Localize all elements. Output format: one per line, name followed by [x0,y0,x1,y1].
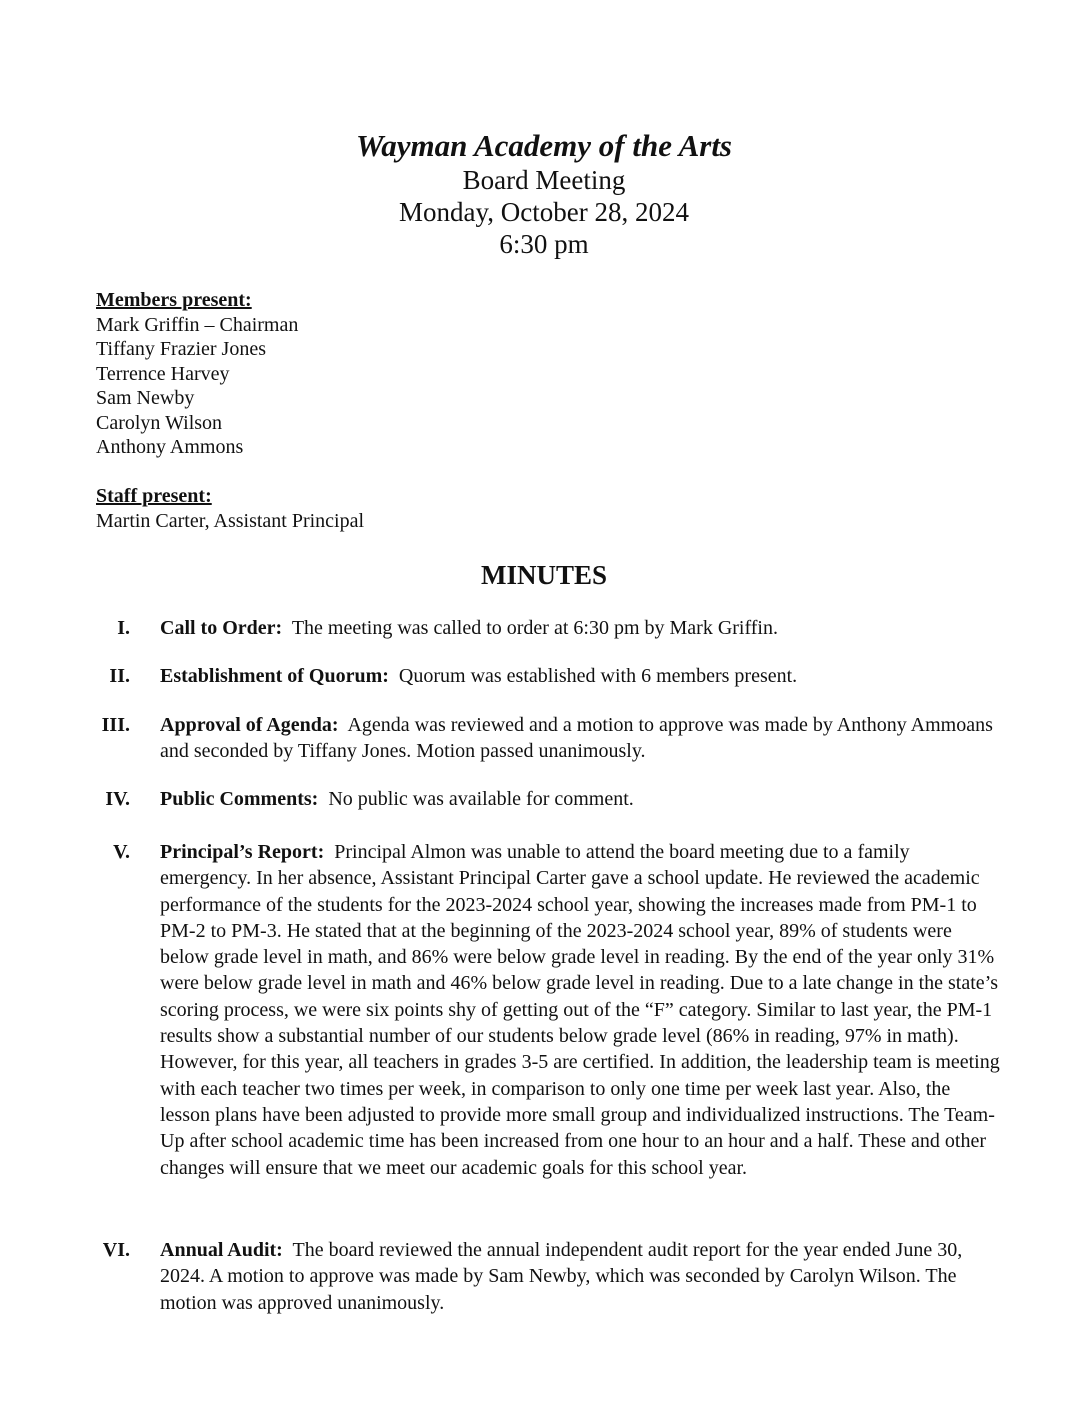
item-body [160,839,1000,1181]
item-numeral: IV. [105,788,130,810]
document-header [0,128,1088,260]
item-label: Establishment of Quorum: [160,665,389,687]
meeting-date: Monday, October 28, 2024 [399,197,689,227]
item-numeral: III. [101,714,130,736]
item-text: No public was available for comment. [328,788,634,810]
item-body [160,663,1000,689]
item-label: Call to Order: [160,617,283,639]
school-name: Wayman Academy of the Arts [356,128,732,163]
staff-present-section [96,484,364,533]
item-body [160,786,1000,812]
item-text: Agenda was reviewed and a motion to approve was made by Anthony Ammoans and seconded by Tiffany Jones. Motion passed unanimously. [160,714,993,763]
member-name: Tiffany Frazier Jones [96,338,266,360]
item-label: Approval of Agenda: [160,714,339,736]
item-label: Annual Audit: [160,1239,283,1261]
meeting-type: Board Meeting [462,165,626,195]
member-name: Carolyn Wilson [96,411,223,434]
meeting-time: 6:30 pm [499,229,589,259]
item-text: Quorum was established with 6 members present. [398,665,798,687]
members-present-heading: Members present: [96,289,252,311]
staff-present-heading: Staff present: [96,485,212,507]
item-label: Principal’s Report: [160,841,325,863]
item-numeral: II. [109,665,130,687]
item-body [160,615,1000,641]
minutes-title: MINUTES [480,560,608,590]
member-name: Mark Griffin – Chairman [96,313,299,336]
item-body [160,1237,1000,1316]
item-numeral: V. [113,841,130,863]
item-numeral: I. [117,617,130,639]
item-label: Public Comments: [160,788,319,810]
item-numeral: VI. [102,1239,130,1261]
member-name: Anthony Ammons [96,436,244,458]
staff-name: Martin Carter, Assistant Principal [96,509,365,532]
item-body [160,712,1000,765]
members-present-section [96,288,298,460]
member-name: Terrence Harvey [96,362,230,385]
item-text: The meeting was called to order at 6:30 pm by Mark Griffin. [291,617,778,639]
member-name: Sam Newby [96,387,195,409]
item-text: The board reviewed the annual independent audit report for the year ended June 30, 2024. A motion to approve was made by Sam Newby, which was seconded by Carolyn Wilson. The motion was approved unanimously. [160,1239,963,1314]
item-text: Principal Almon was unable to attend the board meeting due to a family emergency. In her absence, Assistant Principal Carter gave a school update. He reviewed the academic performance of the students for the 2023-2024 school year, showing the increases made from PM-1 to PM-2 to PM-3. He stated that at the beginning of the 2023-2024 school year, 89% of students were below grade level in math, and 86% were below grade level in reading. By the end of the year only 31% were below grade level in math and 46% below grade level in reading. Due to a late change in the state’s scoring process, we were six points shy of getting out of the “F” category. Similar to last year, the PM-1 results show a substantial number of our students below grade level (86% in reading, 97% in math). However, for this year, all teachers in grades 3-5 are certified. In addition, the leadership team is meeting with each teacher two times per week, in comparison to only one time per week last year. Also, the lesson plans have been adjusted to provide more small group and individualized instructions. The Team-Up after school academic time has been increased from one hour to an hour and a half. These and other changes will ensure that we meet our academic goals for this school year. [160,841,1000,1179]
